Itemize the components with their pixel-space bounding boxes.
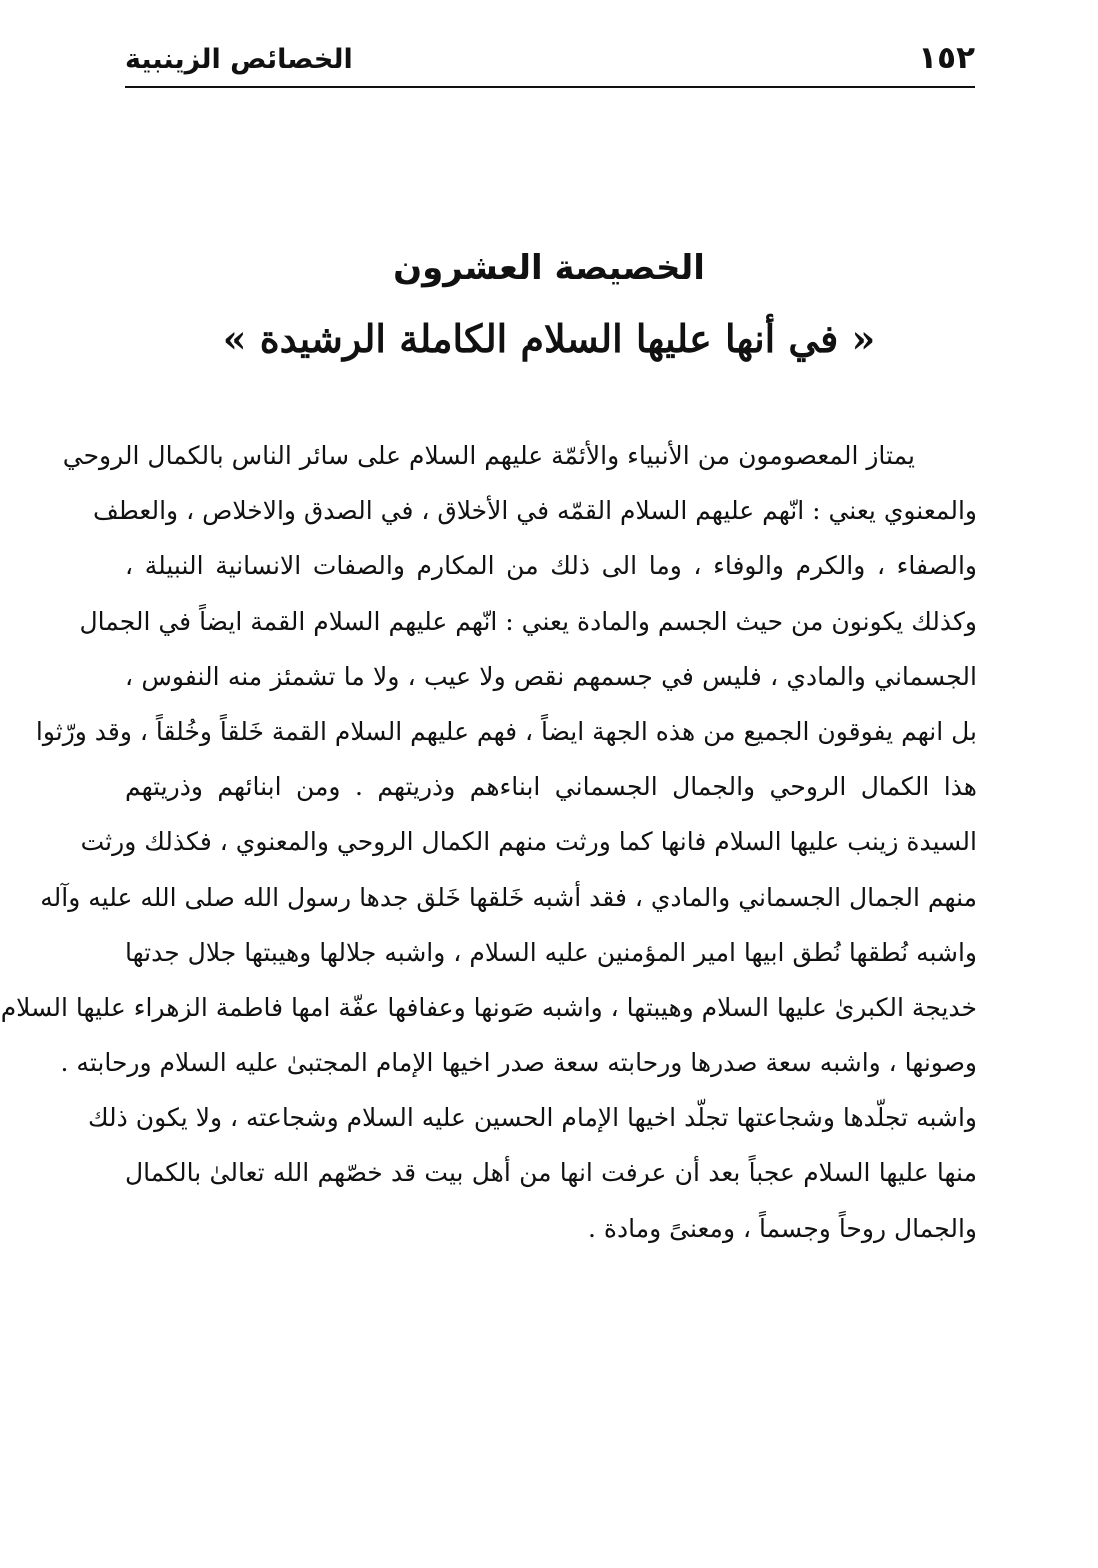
- text-line: والصفاء ، والكرم والوفاء ، وما الى ذلك من المكارم والصفات الانسانية النبيلة ،: [125, 551, 977, 581]
- page-header: [125, 40, 975, 88]
- text-line: منهم الجمال الجسماني والمادي ، فقد أشبه خَلقها خَلق جدها رسول الله صلى الله عليه وآله: [40, 882, 977, 912]
- text-line: الجسماني والمادي ، فليس في جسمهم نقص ولا عيب ، ولا ما تشمئز منه النفوس ،: [125, 661, 977, 691]
- text-line: واشبه تجلّدها وشجاعتها تجلّد اخيها الإمام الحسين عليه السلام وشجاعته ، ولا يكون ذلك: [87, 1103, 977, 1133]
- text-line: خديجة الكبرىٰ عليها السلام وهيبتها ، واشبه صَونها وعفافها عفّة امها فاطمة الزهراء عليها السلام: [0, 992, 977, 1022]
- text-line: والجمال روحاً وجسماً ، ومعنىً ومادة .: [587, 1213, 977, 1243]
- body-paragraph: [0, 428, 977, 1256]
- text-line: منها عليها السلام عجباً بعد أن عرفت انها من أهل بيت قد خصّهم الله تعالىٰ بالكمال: [125, 1158, 977, 1188]
- text-line: وصونها ، واشبه سعة صدرها ورحابته سعة صدر اخيها الإمام المجتبىٰ عليه السلام ورحابته .: [60, 1048, 977, 1078]
- text-line: يمتاز المعصومون من الأنبياء والأئمّة عليهم السلام على سائر الناس بالكمال الروحي: [62, 441, 915, 470]
- text-line: وكذلك يكونون من حيث الجسم والمادة يعني : انّهم عليهم السلام القمة ايضاً في الجمال: [79, 606, 977, 636]
- chapter-subtitle: « في أنها عليها السلام الكاملة الرشيدة »: [222, 316, 876, 361]
- text-line: بل انهم يفوقون الجميع من هذه الجهة ايضاً ، فهم عليهم السلام القمة خَلقاً وخُلقاً ، وقد ورّثوا: [35, 716, 977, 746]
- text-line: والمعنوي يعني : انّهم عليهم السلام القمّه في الأخلاق ، في الصدق والاخلاص ، والعطف: [93, 496, 977, 526]
- chapter-heading: الخصيصة العشرون: [393, 248, 705, 288]
- text-line: هذا الكمال الروحي والجمال الجسماني ابناءهم وذريتهم . ومن ابنائهم وذريتهم: [125, 772, 977, 802]
- page-number: ١٥٢: [918, 40, 975, 76]
- text-line: واشبه نُطقها نُطق ابيها امير المؤمنين عليه السلام ، واشبه جلالها وهيبتها جلال جدتها: [125, 937, 977, 967]
- text-line: السيدة زينب عليها السلام فانها كما ورثت منهم الكمال الروحي والمعنوي ، فكذلك ورثت: [80, 827, 977, 857]
- running-title: الخصائص الزينبية: [125, 44, 353, 75]
